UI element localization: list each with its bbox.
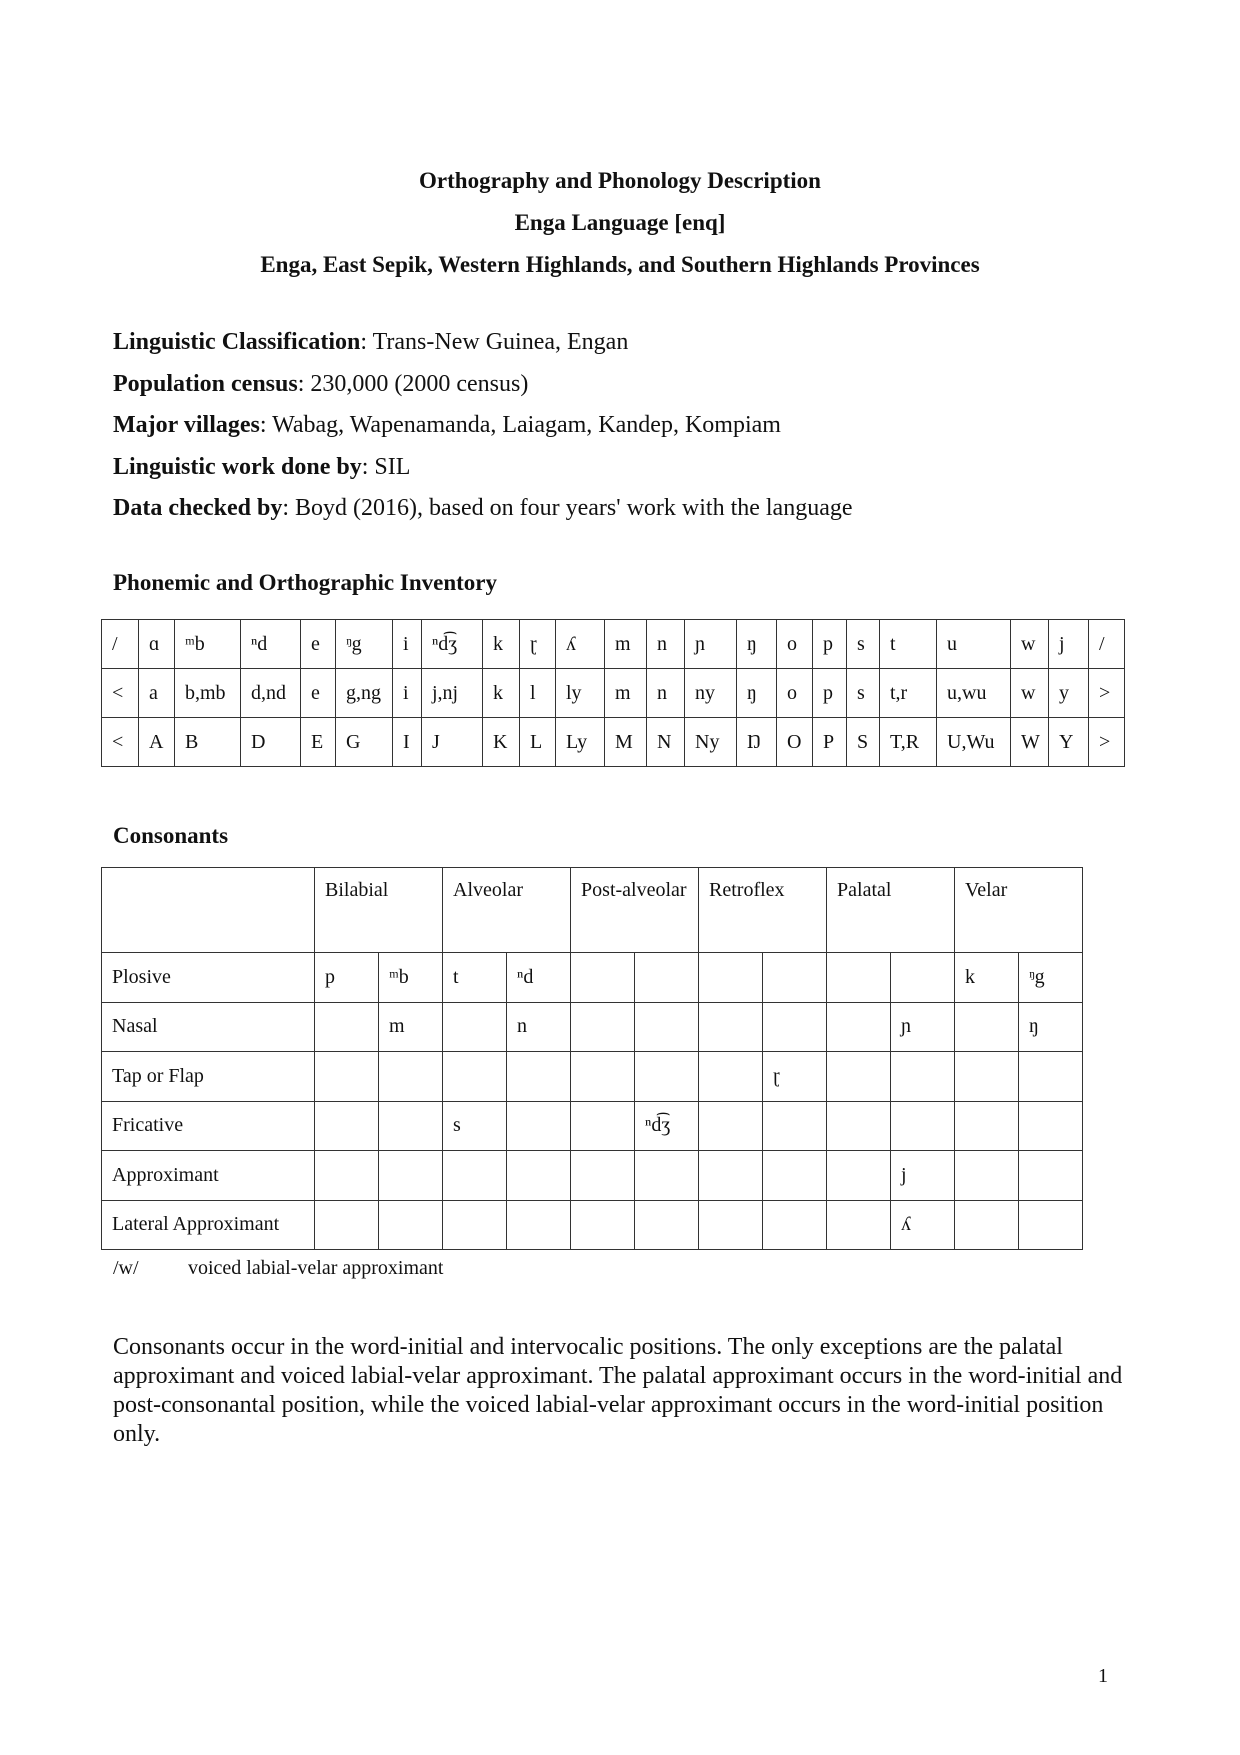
phoneme-cell: [635, 1052, 699, 1102]
header-corner-cell: [102, 868, 315, 953]
phoneme-cell: [699, 1101, 763, 1151]
phoneme-cell: ⁿd͡ʒ: [635, 1101, 699, 1151]
phoneme-cell: [379, 1200, 443, 1250]
inventory-cell: W: [1011, 718, 1049, 767]
inventory-cell: k: [483, 669, 520, 718]
inventory-cell: D: [241, 718, 301, 767]
phoneme-cell: [955, 1200, 1019, 1250]
inventory-cell: /: [102, 620, 139, 669]
inventory-cell: t: [880, 620, 937, 669]
phoneme-cell: t: [443, 953, 507, 1003]
phoneme-cell: [763, 953, 827, 1003]
provinces-title: Enga, East Sepik, Western Highlands, and Southern Highlands Provinces: [260, 252, 980, 277]
inventory-cell: g,ng: [336, 669, 393, 718]
phoneme-cell: s: [443, 1101, 507, 1151]
consonants-row: [102, 1200, 1083, 1250]
consonants-heading: Consonants: [113, 823, 229, 848]
phoneme-cell: [1019, 1151, 1083, 1201]
place-of-articulation-header: Post-alveolar: [571, 868, 699, 953]
phoneme-cell: [443, 1002, 507, 1052]
phoneme-cell: [443, 1052, 507, 1102]
inventory-cell: p: [813, 620, 847, 669]
meta-population: Population census: 230,000 (2000 census): [113, 370, 529, 397]
phoneme-cell: [827, 1151, 891, 1201]
inventory-cell: j: [1049, 620, 1089, 669]
phoneme-cell: [827, 1200, 891, 1250]
place-of-articulation-header: Bilabial: [315, 868, 443, 953]
inventory-cell: ⁿd͡ʒ: [422, 620, 483, 669]
manner-label: Nasal: [102, 1002, 315, 1052]
phoneme-cell: [763, 1101, 827, 1151]
inventory-cell: m: [605, 620, 647, 669]
phoneme-cell: [955, 1052, 1019, 1102]
inventory-cell: /: [1089, 620, 1125, 669]
inventory-cell: B: [175, 718, 241, 767]
phoneme-cell: [571, 1101, 635, 1151]
inventory-cell: s: [847, 669, 880, 718]
phoneme-cell: [699, 1002, 763, 1052]
phoneme-cell: [955, 1101, 1019, 1151]
phoneme-cell: n: [507, 1002, 571, 1052]
phoneme-cell: [891, 953, 955, 1003]
inventory-cell: ᵐb: [175, 620, 241, 669]
consonants-row: [102, 1002, 1083, 1052]
inventory-cell: <: [102, 718, 139, 767]
inventory-cell: K: [483, 718, 520, 767]
inventory-cell: ʎ: [556, 620, 605, 669]
phoneme-cell: ⁿd: [507, 953, 571, 1003]
manner-label: Lateral Approximant: [102, 1200, 315, 1250]
meta-work-done-by: Linguistic work done by: SIL: [113, 453, 411, 480]
phoneme-cell: [571, 1200, 635, 1250]
inventory-cell: A: [139, 718, 175, 767]
manner-label: Approximant: [102, 1151, 315, 1201]
phoneme-cell: [763, 1200, 827, 1250]
inventory-cell: u,wu: [937, 669, 1011, 718]
phoneme-cell: ɽ: [763, 1052, 827, 1102]
inventory-cell: M: [605, 718, 647, 767]
footnote-symbol: /w/: [113, 1257, 139, 1279]
inventory-cell: p: [813, 669, 847, 718]
inventory-cell: ly: [556, 669, 605, 718]
phoneme-cell: [891, 1052, 955, 1102]
inventory-cell: ᵑg: [336, 620, 393, 669]
inventory-row: [102, 669, 1125, 718]
phoneme-cell: [315, 1052, 379, 1102]
inventory-cell: ⁿd: [241, 620, 301, 669]
inventory-cell: ɽ: [520, 620, 556, 669]
phoneme-cell: [955, 1151, 1019, 1201]
inventory-cell: n: [647, 669, 685, 718]
phoneme-cell: [315, 1200, 379, 1250]
phoneme-cell: [571, 1151, 635, 1201]
phoneme-cell: [635, 1002, 699, 1052]
manner-label: Tap or Flap: [102, 1052, 315, 1102]
phoneme-cell: [635, 1151, 699, 1201]
inventory-cell: >: [1089, 718, 1125, 767]
phoneme-cell: [379, 1151, 443, 1201]
language-title: Enga Language [enq]: [514, 210, 726, 235]
consonants-row: [102, 1052, 1083, 1102]
manner-label: Fricative: [102, 1101, 315, 1151]
inventory-cell: ɑ: [139, 620, 175, 669]
inventory-cell: Ŋ: [737, 718, 777, 767]
inventory-row: [102, 718, 1125, 767]
document-title: Orthography and Phonology Description: [419, 168, 821, 193]
phoneme-cell: ɲ: [891, 1002, 955, 1052]
inventory-cell: Ly: [556, 718, 605, 767]
phoneme-cell: ʎ: [891, 1200, 955, 1250]
page-number: 1: [1098, 1665, 1108, 1687]
inventory-cell: E: [301, 718, 336, 767]
consonants-row: [102, 953, 1083, 1003]
phoneme-cell: [763, 1151, 827, 1201]
inventory-cell: U,Wu: [937, 718, 1011, 767]
inventory-cell: >: [1089, 669, 1125, 718]
inventory-cell: t,r: [880, 669, 937, 718]
inventory-cell: I: [393, 718, 422, 767]
phoneme-cell: [571, 953, 635, 1003]
inventory-cell: b,mb: [175, 669, 241, 718]
phoneme-cell: [635, 953, 699, 1003]
phoneme-cell: [699, 1052, 763, 1102]
phoneme-cell: ᵐb: [379, 953, 443, 1003]
inventory-cell: d,nd: [241, 669, 301, 718]
phoneme-cell: [1019, 1101, 1083, 1151]
phoneme-cell: [315, 1151, 379, 1201]
phoneme-cell: [827, 1002, 891, 1052]
inventory-cell: ɲ: [685, 620, 737, 669]
phoneme-cell: [379, 1052, 443, 1102]
inventory-cell: ŋ: [737, 669, 777, 718]
inventory-cell: S: [847, 718, 880, 767]
phoneme-cell: [315, 1002, 379, 1052]
phoneme-cell: [699, 1200, 763, 1250]
inventory-cell: j,nj: [422, 669, 483, 718]
inventory-cell: i: [393, 669, 422, 718]
inventory-cell: O: [777, 718, 813, 767]
inventory-cell: T,R: [880, 718, 937, 767]
manner-label: Plosive: [102, 953, 315, 1003]
phoneme-cell: [571, 1052, 635, 1102]
metadata-list: [113, 322, 853, 530]
title-block: [0, 160, 1240, 286]
inventory-cell: l: [520, 669, 556, 718]
inventory-cell: k: [483, 620, 520, 669]
phoneme-cell: ŋ: [1019, 1002, 1083, 1052]
footnote: [113, 1257, 443, 1280]
inventory-cell: e: [301, 669, 336, 718]
meta-checked-by: Data checked by: Boyd (2016), based on four years' work with the language: [113, 495, 853, 521]
phoneme-cell: j: [891, 1151, 955, 1201]
inventory-cell: n: [647, 620, 685, 669]
inventory-cell: i: [393, 620, 422, 669]
meta-classification: Linguistic Classification: Trans-New Guinea, Engan: [113, 329, 629, 355]
inventory-cell: G: [336, 718, 393, 767]
inventory-cell: Y: [1049, 718, 1089, 767]
phoneme-cell: [507, 1052, 571, 1102]
inventory-cell: P: [813, 718, 847, 767]
phoneme-cell: [507, 1200, 571, 1250]
inventory-table: [101, 619, 1125, 767]
place-of-articulation-header: Alveolar: [443, 868, 571, 953]
phoneme-cell: [891, 1101, 955, 1151]
phoneme-cell: [827, 953, 891, 1003]
inventory-cell: u: [937, 620, 1011, 669]
inventory-cell: a: [139, 669, 175, 718]
inventory-cell: o: [777, 669, 813, 718]
phoneme-cell: [635, 1200, 699, 1250]
inventory-cell: w: [1011, 620, 1049, 669]
inventory-cell: Ny: [685, 718, 737, 767]
inventory-cell: s: [847, 620, 880, 669]
phoneme-cell: [443, 1200, 507, 1250]
body-paragraph: Consonants occur in the word-initial and intervocalic positions. The only exceptions are the palatal approximant and voiced labial-velar approximant. The palatal approximant occurs in the word-initial and post-consonantal position, while the voiced labial-velar approximant occurs in the word-initial position only.: [113, 1334, 1123, 1447]
phoneme-cell: [315, 1101, 379, 1151]
inventory-cell: m: [605, 669, 647, 718]
inventory-cell: w: [1011, 669, 1049, 718]
phoneme-cell: k: [955, 953, 1019, 1003]
consonants-row: [102, 1151, 1083, 1201]
phoneme-cell: [507, 1101, 571, 1151]
inventory-cell: ny: [685, 669, 737, 718]
consonants-table: [101, 867, 1083, 1250]
inventory-row: [102, 620, 1125, 669]
inventory-cell: y: [1049, 669, 1089, 718]
place-of-articulation-header: Palatal: [827, 868, 955, 953]
footnote-text: voiced labial-velar approximant: [188, 1257, 444, 1279]
consonants-header-row: [102, 868, 1083, 953]
place-of-articulation-header: Velar: [955, 868, 1083, 953]
place-of-articulation-header: Retroflex: [699, 868, 827, 953]
inventory-cell: o: [777, 620, 813, 669]
phoneme-cell: [1019, 1200, 1083, 1250]
inventory-cell: ŋ: [737, 620, 777, 669]
inventory-cell: J: [422, 718, 483, 767]
phoneme-cell: [955, 1002, 1019, 1052]
inventory-cell: <: [102, 669, 139, 718]
inventory-cell: e: [301, 620, 336, 669]
meta-villages: Major villages: Wabag, Wapenamanda, Laiagam, Kandep, Kompiam: [113, 412, 781, 438]
consonants-row: [102, 1101, 1083, 1151]
phoneme-cell: [827, 1101, 891, 1151]
phoneme-cell: [507, 1151, 571, 1201]
phoneme-cell: [763, 1002, 827, 1052]
inventory-cell: N: [647, 718, 685, 767]
phoneme-cell: [827, 1052, 891, 1102]
phoneme-cell: p: [315, 953, 379, 1003]
phoneme-cell: [699, 953, 763, 1003]
phoneme-cell: [699, 1151, 763, 1201]
phoneme-cell: [571, 1002, 635, 1052]
phoneme-cell: m: [379, 1002, 443, 1052]
phoneme-cell: [1019, 1052, 1083, 1102]
phoneme-cell: [379, 1101, 443, 1151]
inventory-heading: Phonemic and Orthographic Inventory: [113, 570, 497, 595]
phoneme-cell: [443, 1151, 507, 1201]
phoneme-cell: ᵑg: [1019, 953, 1083, 1003]
inventory-cell: L: [520, 718, 556, 767]
